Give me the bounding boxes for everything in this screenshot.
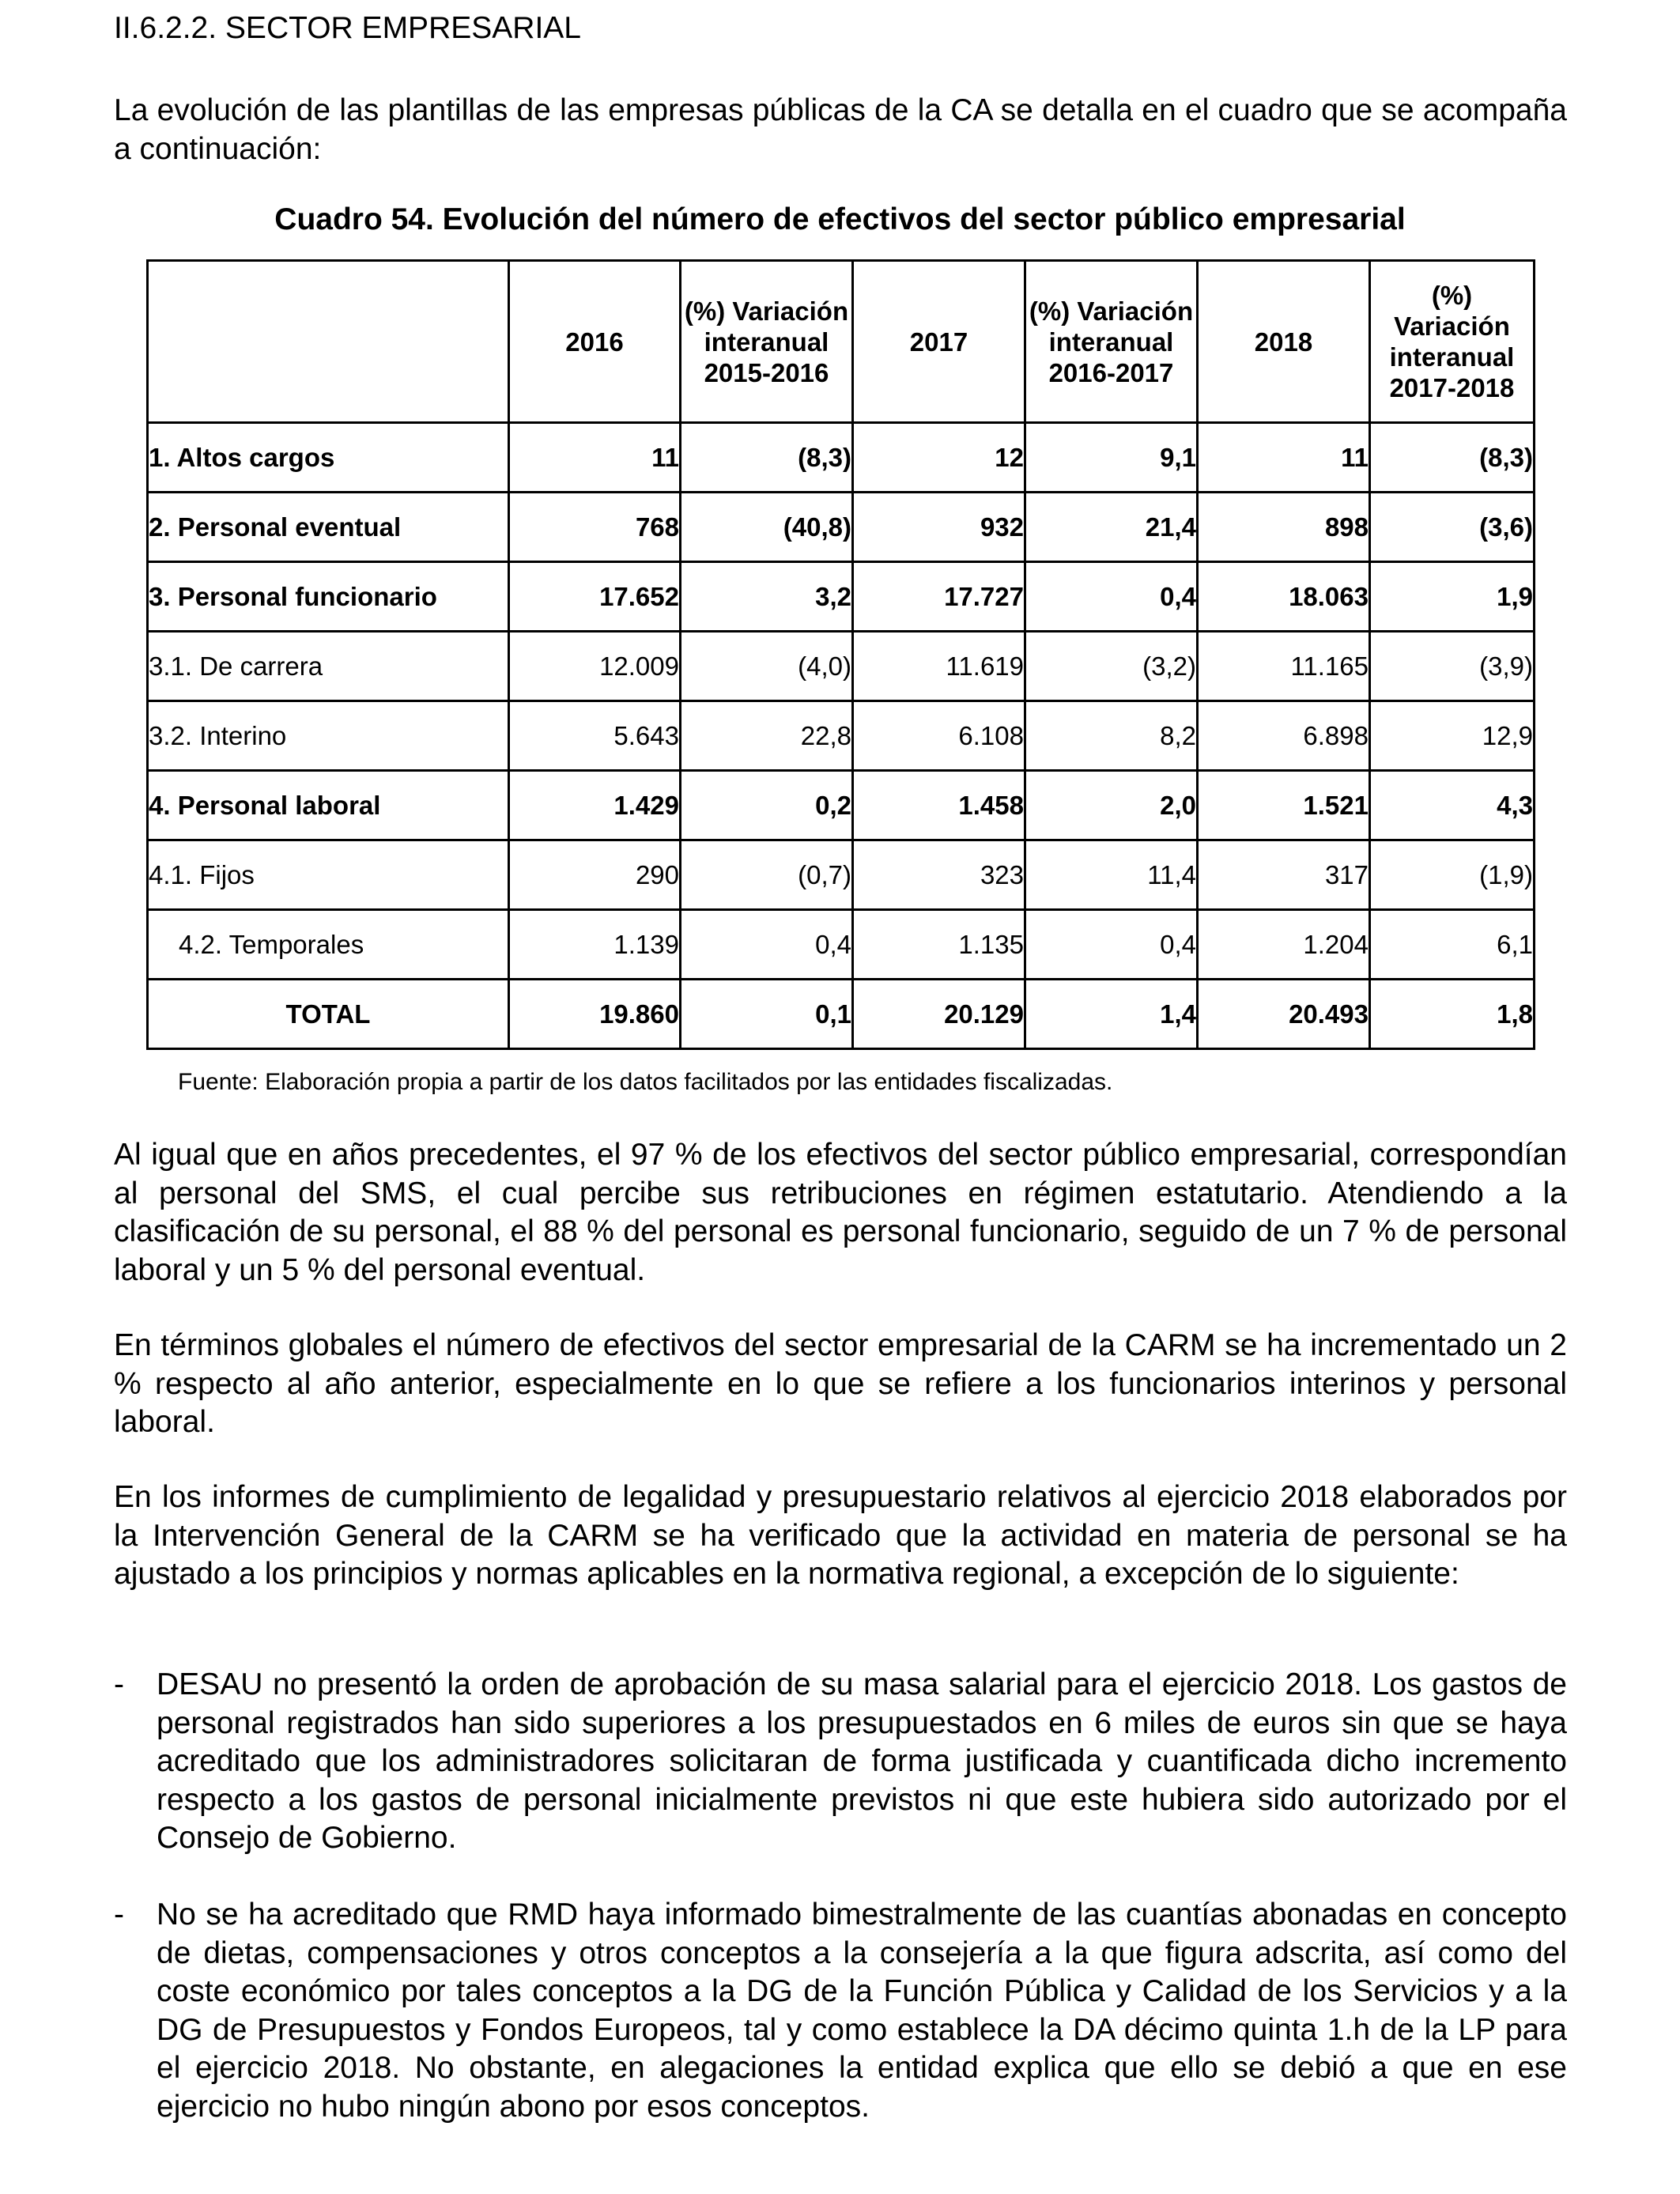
row-label: 4.1. Fijos <box>148 840 509 910</box>
cell-2016: 1.139 <box>509 910 681 980</box>
cell-2016: 19.860 <box>509 980 681 1049</box>
cell-2018: 11 <box>1198 423 1370 493</box>
cell-2017: 11.619 <box>853 632 1025 701</box>
table-row <box>148 840 1535 910</box>
section-title: II.6.2.2. SECTOR EMPRESARIAL <box>114 11 581 45</box>
cell-2017: 1.135 <box>853 910 1025 980</box>
row-label: 3.2. Interino <box>148 701 509 771</box>
cell-var-2018: 12,9 <box>1370 701 1535 771</box>
cell-2018: 18.063 <box>1198 562 1370 632</box>
table-row <box>148 423 1535 493</box>
cell-2016: 768 <box>509 493 681 562</box>
cell-var-2017: 2,0 <box>1025 771 1198 840</box>
cell-var-2017: 1,4 <box>1025 980 1198 1049</box>
cell-var-2017: (3,2) <box>1025 632 1198 701</box>
cell-2016: 11 <box>509 423 681 493</box>
cell-2016: 5.643 <box>509 701 681 771</box>
cell-var-2018: (8,3) <box>1370 423 1535 493</box>
cell-var-2018: (3,6) <box>1370 493 1535 562</box>
table-row <box>148 493 1535 562</box>
row-label: 4. Personal laboral <box>148 771 509 840</box>
row-label: 3. Personal funcionario <box>148 562 509 632</box>
cell-2017: 932 <box>853 493 1025 562</box>
cell-var-2016: 22,8 <box>681 701 853 771</box>
cell-var-2017: 0,4 <box>1025 562 1198 632</box>
cell-var-2018: (3,9) <box>1370 632 1535 701</box>
bullet-dash: - <box>114 1667 124 1701</box>
cell-2017: 323 <box>853 840 1025 910</box>
header-empty <box>148 261 509 423</box>
cell-var-2016: (8,3) <box>681 423 853 493</box>
bullet-item <box>114 1666 1567 1858</box>
header-var-2017-2018: (%) Variación interanual 2017-2018 <box>1370 261 1535 423</box>
cell-2016: 290 <box>509 840 681 910</box>
cell-2016: 12.009 <box>509 632 681 701</box>
bullet-text: DESAU no presentó la orden de aprobación de su masa salarial para el ejercicio 2018. Los gastos de personal registrados han sido superiores a los presupuestados en 6 miles de euros sin que se haya acreditado que los administradores solicitaran de forma justificada y cuantificada dicho incremento respecto a los gastos de personal inicialmente previstos ni que este hubiera sido autorizado por el Consejo de Gobierno. <box>157 1667 1567 1855</box>
bullet-item <box>114 1896 1567 2126</box>
bullet-text: No se ha acreditado que RMD haya informado bimestralmente de las cuantías abonadas en concepto de dietas, compensaciones y otros conceptos a la consejería a la que figura adscrita, así como del coste económico por tales conceptos a la DG de la Función Pública y Calidad de los Servicios y a la DG de Presupuestos y Fondos Europeos, tal y como establece la DA décimo quinta 1.h de la LP para el ejercicio 2018. No obstante, en alegaciones la entidad explica que ello se debió a que en ese ejercicio no hubo ningún abono por esos conceptos. <box>157 1898 1567 2124</box>
cell-var-2016: 0,2 <box>681 771 853 840</box>
cell-var-2016: 0,1 <box>681 980 853 1049</box>
row-label: 3.1. De carrera <box>148 632 509 701</box>
cell-var-2016: 3,2 <box>681 562 853 632</box>
table-source-note: Fuente: Elaboración propia a partir de los datos facilitados por las entidades fiscalizadas. <box>178 1069 1113 1095</box>
cell-var-2018: 1,9 <box>1370 562 1535 632</box>
row-label: 1. Altos cargos <box>148 423 509 493</box>
table-header-row <box>148 261 1535 423</box>
header-2018: 2018 <box>1198 261 1370 423</box>
cell-var-2017: 11,4 <box>1025 840 1198 910</box>
cell-2018: 1.521 <box>1198 771 1370 840</box>
cell-var-2016: 0,4 <box>681 910 853 980</box>
intro-paragraph: La evolución de las plantillas de las empresas públicas de la CA se detalla en el cuadro que se acompaña a continuación: <box>114 93 1567 166</box>
row-label: 2. Personal eventual <box>148 493 509 562</box>
table-caption: Cuadro 54. Evolución del número de efectivos del sector público empresarial <box>274 202 1406 236</box>
header-var-2016-2017: (%) Variación interanual 2016-2017 <box>1025 261 1198 423</box>
paragraph-1: Al igual que en años precedentes, el 97 % de los efectivos del sector público empresarial, correspondían al personal del SMS, el cual percibe sus retribuciones en régimen estatutario. Atendiendo a la clasificación de su personal, el 88 % del personal es personal funcionario, seguido de un 7 % de personal laboral y un 5 % del personal eventual. <box>114 1138 1567 1287</box>
header-2016: 2016 <box>509 261 681 423</box>
table-row-total <box>148 980 1535 1049</box>
cell-2018: 898 <box>1198 493 1370 562</box>
table-row <box>148 910 1535 980</box>
cell-2017: 20.129 <box>853 980 1025 1049</box>
table-row <box>148 562 1535 632</box>
paragraph-2: En términos globales el número de efectivos del sector empresarial de la CARM se ha incrementado un 2 % respecto al año anterior, especialmente en lo que se refiere a los funcionarios interinos y personal laboral. <box>114 1328 1567 1439</box>
cell-2017: 12 <box>853 423 1025 493</box>
cell-2018: 1.204 <box>1198 910 1370 980</box>
staff-table <box>146 259 1535 1050</box>
cell-var-2018: 1,8 <box>1370 980 1535 1049</box>
table-row <box>148 632 1535 701</box>
paragraph-3: En los informes de cumplimiento de legalidad y presupuestario relativos al ejercicio 2018 elaborados por la Intervención General de la CARM se ha verificado que la actividad en materia de personal se ha ajustado a los principios y normas aplicables en la normativa regional, a excepción de lo siguiente: <box>114 1480 1567 1591</box>
cell-var-2016: (40,8) <box>681 493 853 562</box>
cell-var-2017: 0,4 <box>1025 910 1198 980</box>
cell-2016: 17.652 <box>509 562 681 632</box>
cell-var-2018: 6,1 <box>1370 910 1535 980</box>
cell-var-2016: (0,7) <box>681 840 853 910</box>
cell-var-2018: 4,3 <box>1370 771 1535 840</box>
cell-2018: 317 <box>1198 840 1370 910</box>
cell-2017: 6.108 <box>853 701 1025 771</box>
cell-2017: 17.727 <box>853 562 1025 632</box>
cell-var-2017: 21,4 <box>1025 493 1198 562</box>
header-var-2015-2016: (%) Variación interanual 2015-2016 <box>681 261 853 423</box>
table-row <box>148 771 1535 840</box>
cell-var-2017: 8,2 <box>1025 701 1198 771</box>
cell-2018: 20.493 <box>1198 980 1370 1049</box>
cell-2018: 6.898 <box>1198 701 1370 771</box>
cell-2016: 1.429 <box>509 771 681 840</box>
table-row <box>148 701 1535 771</box>
row-label: 4.2. Temporales <box>148 910 509 980</box>
cell-2018: 11.165 <box>1198 632 1370 701</box>
bullet-dash: - <box>114 1898 124 1932</box>
cell-2017: 1.458 <box>853 771 1025 840</box>
cell-var-2016: (4,0) <box>681 632 853 701</box>
header-2017: 2017 <box>853 261 1025 423</box>
cell-var-2018: (1,9) <box>1370 840 1535 910</box>
row-label: TOTAL <box>148 980 509 1049</box>
cell-var-2017: 9,1 <box>1025 423 1198 493</box>
